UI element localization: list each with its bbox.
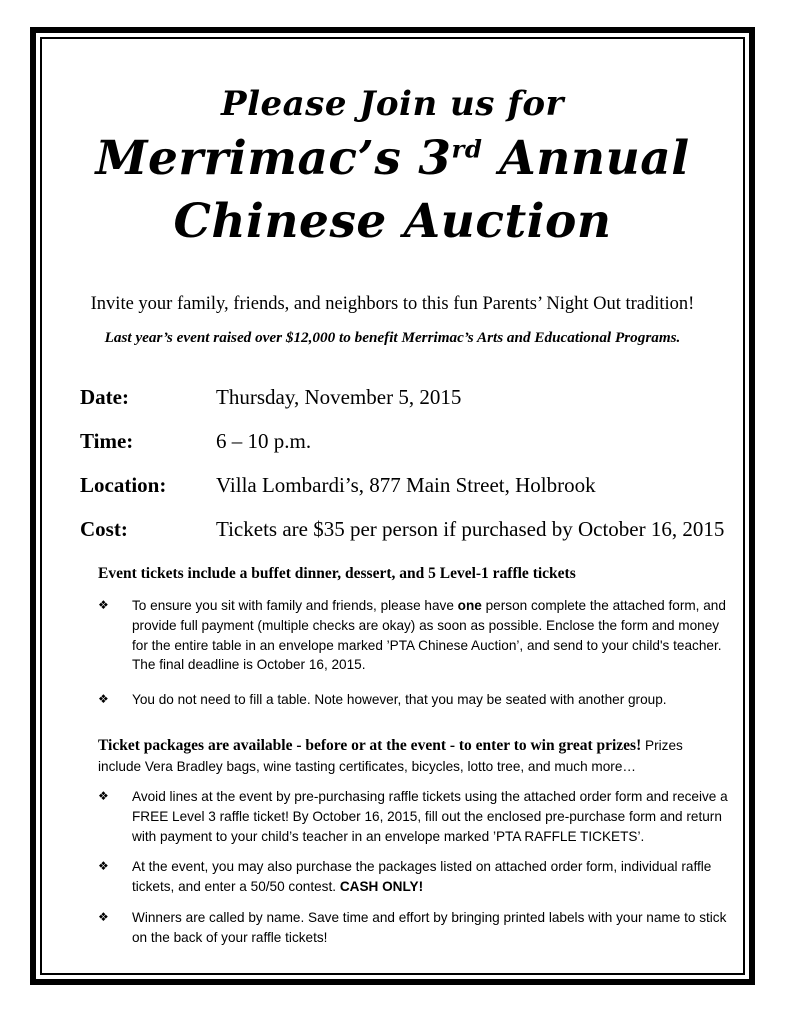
detail-label-time: Time: xyxy=(80,429,134,454)
bullet-text-part1: At the event, you may also purchase the packages listed on attached order form, individual raffle tickets, and enter a 50/50 contest. xyxy=(132,859,712,895)
masthead-line-2-pre: Merrimac’s 3 xyxy=(95,131,452,186)
detail-row-cost xyxy=(80,517,743,542)
masthead-line-1: Please Join us for xyxy=(221,84,564,124)
masthead-ordinal-suffix: rd xyxy=(451,134,483,164)
section-packages-heading-bold: Ticket packages are available - before or at the event - to enter to win great prizes! xyxy=(98,737,642,755)
list-item xyxy=(98,596,733,675)
bullet-text-emphasis: one xyxy=(457,597,482,613)
masthead-line-2-post: Annual xyxy=(482,131,690,186)
detail-row-date xyxy=(80,385,743,410)
section-packages-heading-line2: include Vera Bradley bags, wine tasting certificates, bicycles, lotto tree, and much more… xyxy=(98,758,636,774)
detail-value-time: 6 – 10 p.m. xyxy=(216,429,312,454)
detail-value-location: Villa Lombardi’s, 877 Main Street, Holbrook xyxy=(216,473,596,498)
flyer-content xyxy=(42,39,743,973)
bullet-text-part2: person complete the attached form, and provide full payment (multiple checks are okay) as soon as possible. Enclose the form and money for the entire table in an envelope marked ’PTA Chinese Auction’, and send to your child's teacher. The final deadline is October 16, 2015. xyxy=(132,597,726,673)
detail-label-date: Date: xyxy=(80,385,129,410)
section-tickets-heading: Event tickets include a buffet dinner, dessert, and 5 Level-1 raffle tickets xyxy=(98,565,576,583)
diamond-bullet-icon: ❖ xyxy=(98,597,109,612)
masthead xyxy=(42,39,743,249)
list-item xyxy=(98,908,733,948)
intro-line: Invite your family, friends, and neighbors to this fun Parents’ Night Out tradition! xyxy=(90,294,695,314)
section-ticket-packages xyxy=(42,736,743,948)
intro-subline: Last year’s event raised over $12,000 to benefit Merrimac’s Arts and Educational Programs. xyxy=(104,329,681,347)
detail-value-cost: Tickets are $35 per person if purchased by October 16, 2015 xyxy=(216,517,725,542)
bullet-text-emphasis: CASH ONLY! xyxy=(339,879,424,895)
detail-row-time xyxy=(80,429,743,454)
detail-label-cost: Cost: xyxy=(80,517,128,542)
section-tickets-bullet-list xyxy=(98,596,733,710)
masthead-line-2 xyxy=(42,131,743,186)
detail-row-location xyxy=(80,473,743,498)
bullet-text-part1: You do not need to fill a table. Note however, that you may be seated with another group. xyxy=(132,692,667,708)
masthead-line-3: Chinese Auction xyxy=(173,194,612,249)
list-item xyxy=(98,787,733,847)
diamond-bullet-icon: ❖ xyxy=(98,788,109,803)
section-packages-bullet-list xyxy=(98,787,733,948)
section-packages-heading-tail: Prizes xyxy=(641,738,683,754)
diamond-bullet-icon: ❖ xyxy=(98,910,109,925)
bullet-text-part1: To ensure you sit with family and friends, please have xyxy=(132,597,458,613)
bullet-text-part1: Winners are called by name. Save time and effort by bringing printed labels with your name to stick on the back of your raffle tickets! xyxy=(132,910,727,945)
diamond-bullet-icon: ❖ xyxy=(98,859,109,874)
list-item xyxy=(98,857,733,897)
list-item xyxy=(98,690,733,710)
section-tickets-include xyxy=(42,564,743,710)
diamond-bullet-icon: ❖ xyxy=(98,692,109,707)
detail-label-location: Location: xyxy=(80,473,167,498)
section-packages-heading xyxy=(98,736,733,756)
event-details xyxy=(42,385,743,542)
detail-value-date: Thursday, November 5, 2015 xyxy=(216,385,462,410)
bullet-text-part1: Avoid lines at the event by pre-purchasing raffle tickets using the attached order form and receive a FREE Level 3 raffle ticket! By October 16, 2015, fill out the enclosed pre-purchase form and return with payment to your child’s teacher in an envelope marked ’PTA RAFFLE TICKETS’. xyxy=(132,788,728,844)
